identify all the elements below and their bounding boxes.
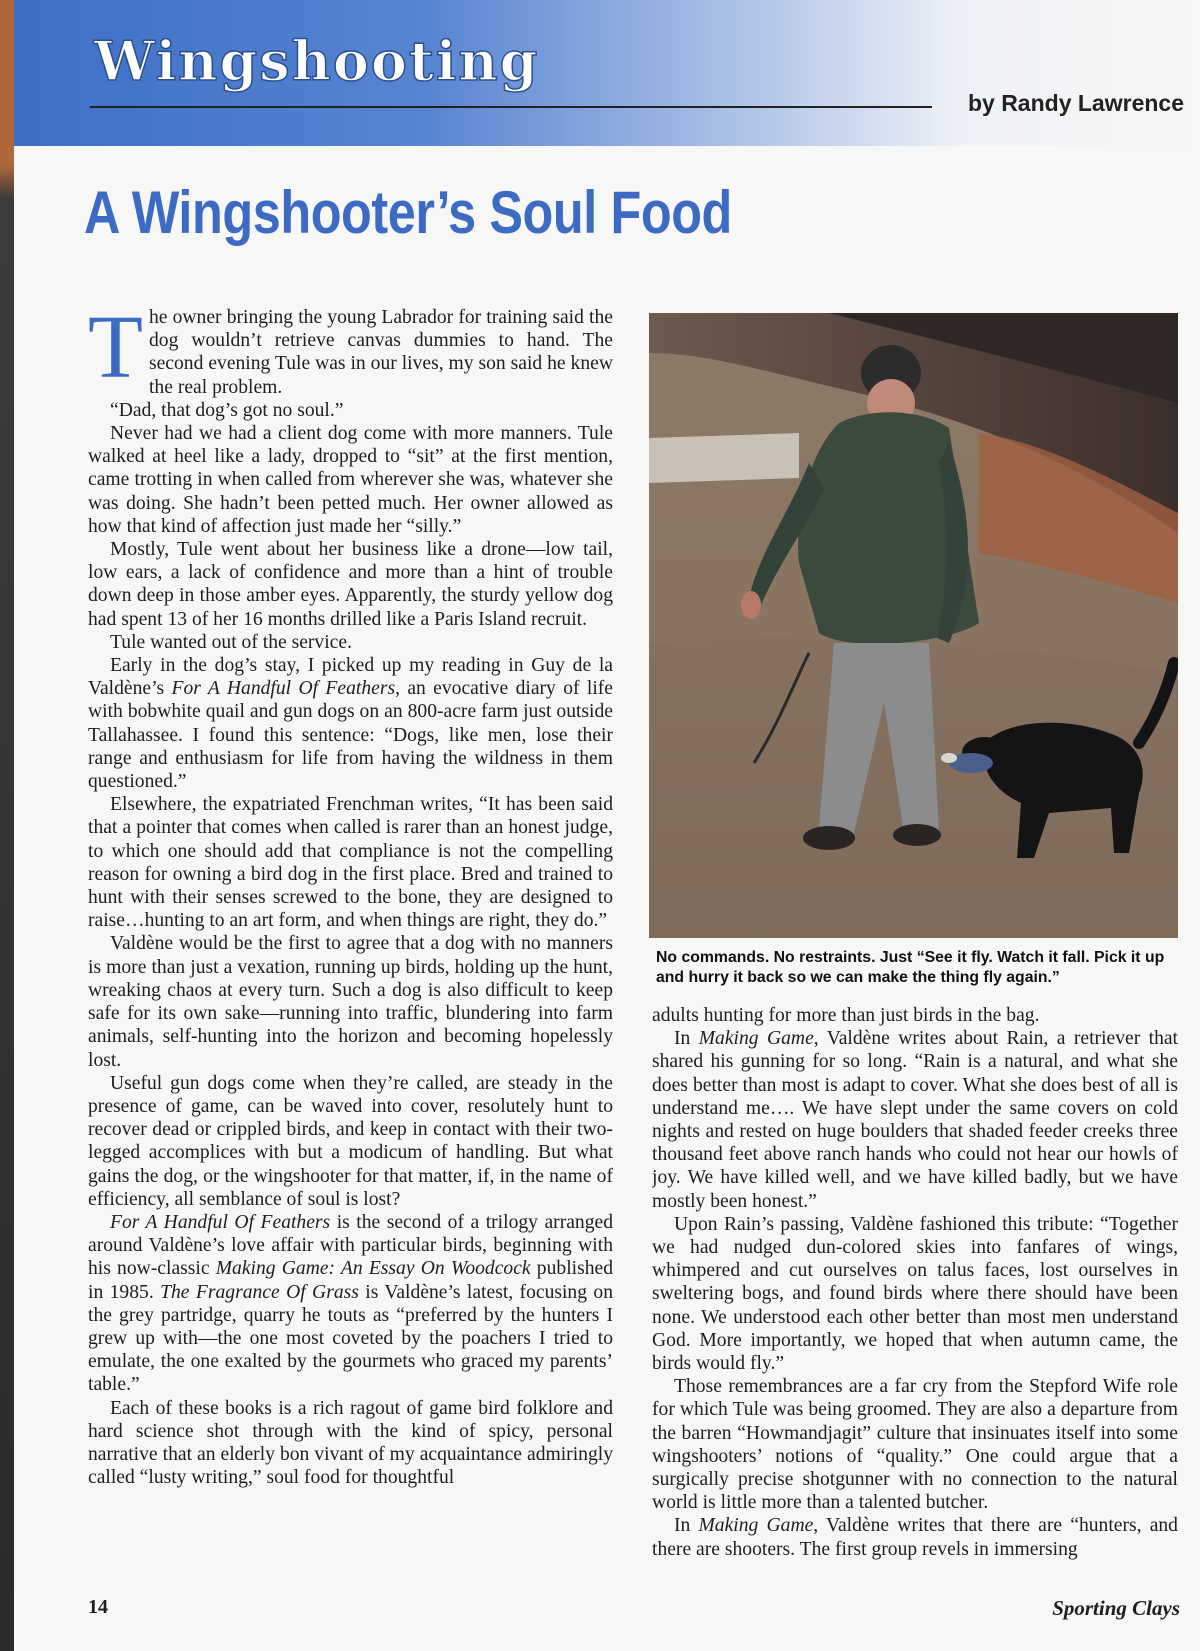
book-title: Making Game [698,1515,814,1537]
paragraph [88,1211,613,1397]
paragraph [88,1397,613,1490]
paragraph [88,932,613,1071]
paragraph [652,1375,1178,1514]
text-run: In [674,1515,699,1537]
text-run: Never had we had a client dog come with more manners. Tule walked at heel like a lady, dropped to “sit” at the first mention, came trotting in when called from wherever she was, whatever she was doing. She hadn’t been petted much. Her owner allowed as how that kind of affection just made her “silly.” [88,423,613,537]
paragraph [652,1004,1178,1027]
photo-hunter-with-labrador [649,313,1178,938]
paragraph [652,1213,1178,1375]
paragraph [88,654,613,793]
paragraph [88,1072,613,1211]
article-headline: A Wingshooter’s Soul Food [84,179,732,246]
book-title: The Fragrance Of Grass [160,1281,359,1303]
article-photo [649,313,1178,938]
text-run: is Valdène’s latest, focusing on the grey partridge, quarry he touts as “preferred by the hunters I grew up with—the one most coveted by the poachers I tried to emulate, the one exalted by the gourmets who graced my parents’ table.” [88,1281,613,1396]
text-run: Valdène would be the first to agree that a dog with no manners is more than just a vexation, running up birds, holding up the hunt, wreaking chaos at every turn. Such a dog is also difficult to keep safe for its own sake—running into traffic, blundering into farm animals, self-hunting into the horizon and becoming hopelessly lost. [88,933,613,1071]
article-column-right [652,1004,1178,1584]
text-run: adults hunting for more than just birds in the bag. [652,1005,1040,1026]
left-column-text [88,306,613,1489]
text-run: Early in the dog’s stay, I picked up my reading in Guy de la Valdène’s [88,655,613,700]
book-title: For A Handful Of Feathers [171,678,396,700]
text-run: , Valdène writes that there are “hunters, and there are shooters. The first group revels in immersing [652,1515,1178,1560]
header-rule [90,106,932,108]
text-run: published in 1985. [88,1258,613,1303]
page-number: 14 [88,1596,108,1618]
text-run: In [674,1028,699,1050]
publication-name: Sporting Clays [1052,1596,1180,1620]
paragraph [88,422,613,538]
book-title: Making Game [698,1028,814,1050]
text-run: he owner bringing the young Labrador for training said the dog wouldn’t retrieve canvas dummies to hand. The second evening Tule was in our lives, my son said he knew the real problem. [148,307,613,398]
article-column-left [88,306,613,1586]
paragraph [88,306,613,399]
text-run: “Dad, that dog’s got no soul.” [110,399,344,421]
paragraph [652,1514,1178,1560]
text-run: Elsewhere, the expatriated Frenchman writes, “It has been said that a pointer that comes when called is rarer than an honest judge, to which one should add that compliance is not the compelling reason for owning a bird dog in the first place. Bred and trained to hunt with their senses screwed to the bone, they are designed to raise…hunting to an art form, and when things are right, they do.” [88,794,613,932]
pond [649,433,799,483]
text-run: Tule wanted out of the service. [110,631,352,653]
text-run: Upon Rain’s passing, Valdène fashioned this tribute: “Together we had nudged dun-colored skies into fanfares of wings, whimpered and cut ourselves on talus faces, lost ourselves in sweltering bogs, and found birds where there should have been none. We understood each other better than most men understand God. More importantly, we hoped that when autumn came, the birds would fly.” [652,1213,1178,1375]
section-title: Wingshooting [94,29,540,93]
text-run: Useful gun dogs come when they’re called, are steady in the presence of game, can be waved into cover, resolutely hunt to recover dead or crippled birds, and keep in contact with their two-legged accomplices with but a modicum of handling. But what gains the dog, or the wingshooter for that matter, if, in the name of efficiency, all semblance of soul is lost? [88,1072,613,1210]
text-run: is the second of a trilogy arranged around Valdène’s love affair with particular birds, beginning with his now-classic [88,1211,613,1280]
photo-caption: No commands. No restraints. Just “See it fly. Watch it fall. Pick it up and hurry it back so we can make the thing fly again.” [656,949,1165,986]
book-title: Making Game: An Essay On Woodcock [215,1258,531,1280]
paragraph [88,793,613,932]
text-run: Mostly, Tule went about her business like a drone—low tail, low ears, a lack of confidence and more than a hint of trouble down deep in those amber eyes. Apparently, the sturdy yellow dog had spent 13 of her 16 months drilled like a Paris Island recruit. [88,539,613,630]
byline: by Randy Lawrence [967,90,1184,116]
paragraph [88,631,613,654]
paragraph [652,1027,1178,1213]
text-run: Those remembrances are a far cry from the Stepford Wife role for which Tule was being groomed. They are also a departure from the barren “Howmandjagit” culture that insinuates itself into some wingshooters’ notions of “quality.” One could argue that a surgically precise shotgunner with no connection to the natural world is little more than a talented butcher. [652,1376,1178,1514]
drop-cap: T [88,306,143,397]
paragraph [88,538,613,631]
book-title: For A Handful Of Feathers [110,1211,331,1233]
paragraph [88,399,613,422]
page-edge-bar [0,0,14,1651]
boot [803,826,855,850]
text-run: Each of these books is a rich ragout of game bird folklore and hard science shot through with the kind of spicy, personal narrative that an elderly bon vivant of my acquaintance admiringly called “lusty writing,” soul food for thoughtful [88,1397,613,1489]
boot [893,824,941,846]
right-column-text [652,1004,1178,1561]
text-run: , Valdène writes about Rain, a retriever that shared his gunning for so long. “Rain is a natural, and what she does better than most is adapt to cover. What she does best of all is understand me…. We have slept under the same covers on cold nights and rested on huge boulders that shaded feeder creeks three thousand feet above ranch hands who could not hear our howls of joy. We have killed well, and we have killed badly, but we have mostly been honest.” [652,1028,1178,1212]
text-run: , an evocative diary of life with bobwhite quail and gun dogs on an 800-acre farm just outside Tallahassee. I found this sentence: “Dogs, like men, lose their range and enthusiasm for life from having the wildness in them questioned.” [88,678,613,793]
